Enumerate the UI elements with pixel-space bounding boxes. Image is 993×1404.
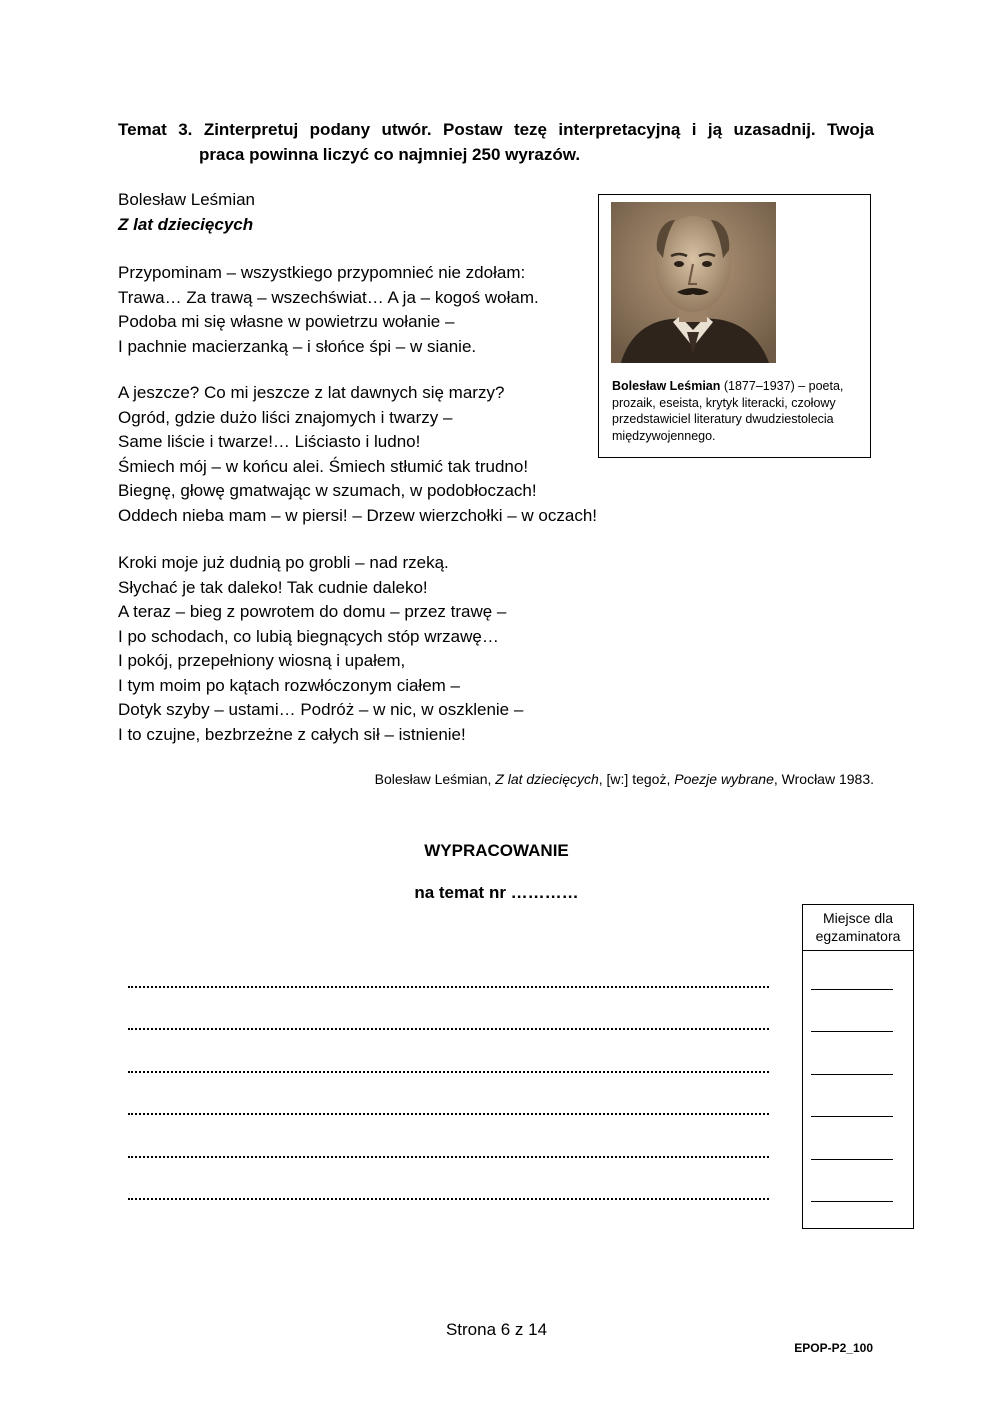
task-word: uzasadnij. — [733, 120, 816, 139]
examiner-score-line[interactable] — [811, 1201, 893, 1202]
task-word: interpretacyjną — [558, 120, 681, 139]
task-word: ją — [707, 120, 723, 139]
examiner-score-line[interactable] — [811, 989, 893, 990]
poem-line: I pachnie macierzanką – i słońce śpi – w sianie. — [118, 336, 477, 356]
author-caption-text: (1877–1937) – poeta, prozaik, eseista, krytyk literacki, czołowy przedstawiciel literatury dwudziestolecia międzywojennego. — [612, 379, 844, 443]
task-word: tezę — [513, 120, 548, 139]
poem-title: Z lat dziecięcych — [118, 215, 254, 234]
author-portrait-photo — [611, 202, 776, 363]
writing-line[interactable] — [128, 986, 769, 988]
poem-line: Trawa… Za trawą – wszechświat… A ja – kogoś wołam. — [118, 287, 539, 307]
source-text: , [w:] tegoż, — [598, 771, 675, 787]
source-poem-title: Z lat dziecięcych — [495, 771, 599, 787]
task-word: Zinterpretuj — [203, 120, 299, 139]
poem-line: A jeszcze? Co mi jeszcze z lat dawnych się marzy? — [118, 383, 505, 402]
task-word: podany — [309, 120, 371, 139]
task-line-2: praca powinna liczyć co najmniej 250 wyrazów. — [199, 145, 581, 164]
task-word: utwór. — [381, 120, 432, 139]
task-word: i — [691, 120, 697, 139]
task-instruction — [118, 117, 874, 167]
examiner-score-line[interactable] — [811, 1074, 893, 1075]
poem-line: I pokój, przepełniony wiosną i upałem, — [118, 651, 406, 670]
task-word: Twoja — [827, 120, 874, 139]
poem-line: Śmiech mój – w końcu alei. Śmiech stłumić tak trudno! — [118, 456, 529, 476]
poem-line: Ogród, gdzie dużo liści znajomych i twarzy – — [118, 407, 453, 427]
poem-line: Oddech nieba mam – w piersi! – Drzew wierzchołki – w oczach! — [118, 505, 598, 525]
poem-line: Podoba mi się własne w powietrzu wołanie – — [118, 312, 455, 331]
poem-stanza-3 — [118, 551, 523, 747]
task-word: 3. — [178, 120, 193, 139]
examiner-label: Miejsce dla egzaminatora — [803, 905, 913, 951]
poem-line: Przypominam – wszystkiego przypomnieć nie zdołam: — [118, 263, 526, 282]
author-caption — [612, 378, 862, 444]
task-word: Temat — [118, 120, 167, 139]
page-number: Strona 6 z 14 — [445, 1320, 548, 1339]
examiner-box — [802, 904, 914, 1229]
poem-line: Same liście i twarze!… Liściasto i ludno! — [118, 432, 421, 451]
author-portrait-box — [598, 194, 871, 458]
exam-code: EPOP-P2_100 — [794, 1341, 873, 1355]
essay-heading: WYPRACOWANIE — [424, 841, 569, 860]
poem-line: Biegnę, głowę gmatwając w szumach, w podobłoczach! — [118, 481, 537, 500]
examiner-score-line[interactable] — [811, 1116, 893, 1117]
poem-stanza-2 — [118, 381, 597, 528]
writing-line[interactable] — [128, 1028, 769, 1030]
poem-line: Kroki moje już dudnią po grobli – nad rzeką. — [118, 553, 449, 572]
poem-line: I po schodach, co lubią biegnących stóp wrzawę… — [118, 626, 499, 646]
writing-line[interactable] — [128, 1113, 769, 1115]
poem-line: I to czujne, bezbrzeżne z całych sił – istnienie! — [118, 724, 466, 744]
writing-line[interactable] — [128, 1156, 769, 1158]
poem-source — [375, 771, 874, 787]
source-text: Bolesław Leśmian, — [374, 771, 496, 787]
poem-line: Dotyk szyby – ustami… Podróż – w nic, w oszklenie – — [118, 700, 524, 719]
examiner-score-line[interactable] — [811, 1031, 893, 1032]
essay-topic-number: na temat nr ………… — [414, 883, 579, 902]
author-caption-name: Bolesław Leśmian — [612, 379, 721, 393]
task-line-1 — [118, 117, 874, 142]
task-word: Postaw — [443, 120, 503, 139]
poem-stanza-1 — [118, 261, 539, 359]
poem-author: Bolesław Leśmian — [118, 190, 256, 209]
source-text: , Wrocław 1983. — [773, 771, 874, 787]
source-book-title: Poezje wybrane — [674, 771, 774, 787]
examiner-score-line[interactable] — [811, 1159, 893, 1160]
poem-line: Słychać je tak daleko! Tak cudnie daleko! — [118, 577, 428, 597]
writing-line[interactable] — [128, 1071, 769, 1073]
poem-line: I tym moim po kątach rozwłóczonym ciałem – — [118, 675, 460, 695]
writing-line[interactable] — [128, 1198, 769, 1200]
poem-line: A teraz – bieg z powrotem do domu – przez trawę – — [118, 602, 507, 621]
